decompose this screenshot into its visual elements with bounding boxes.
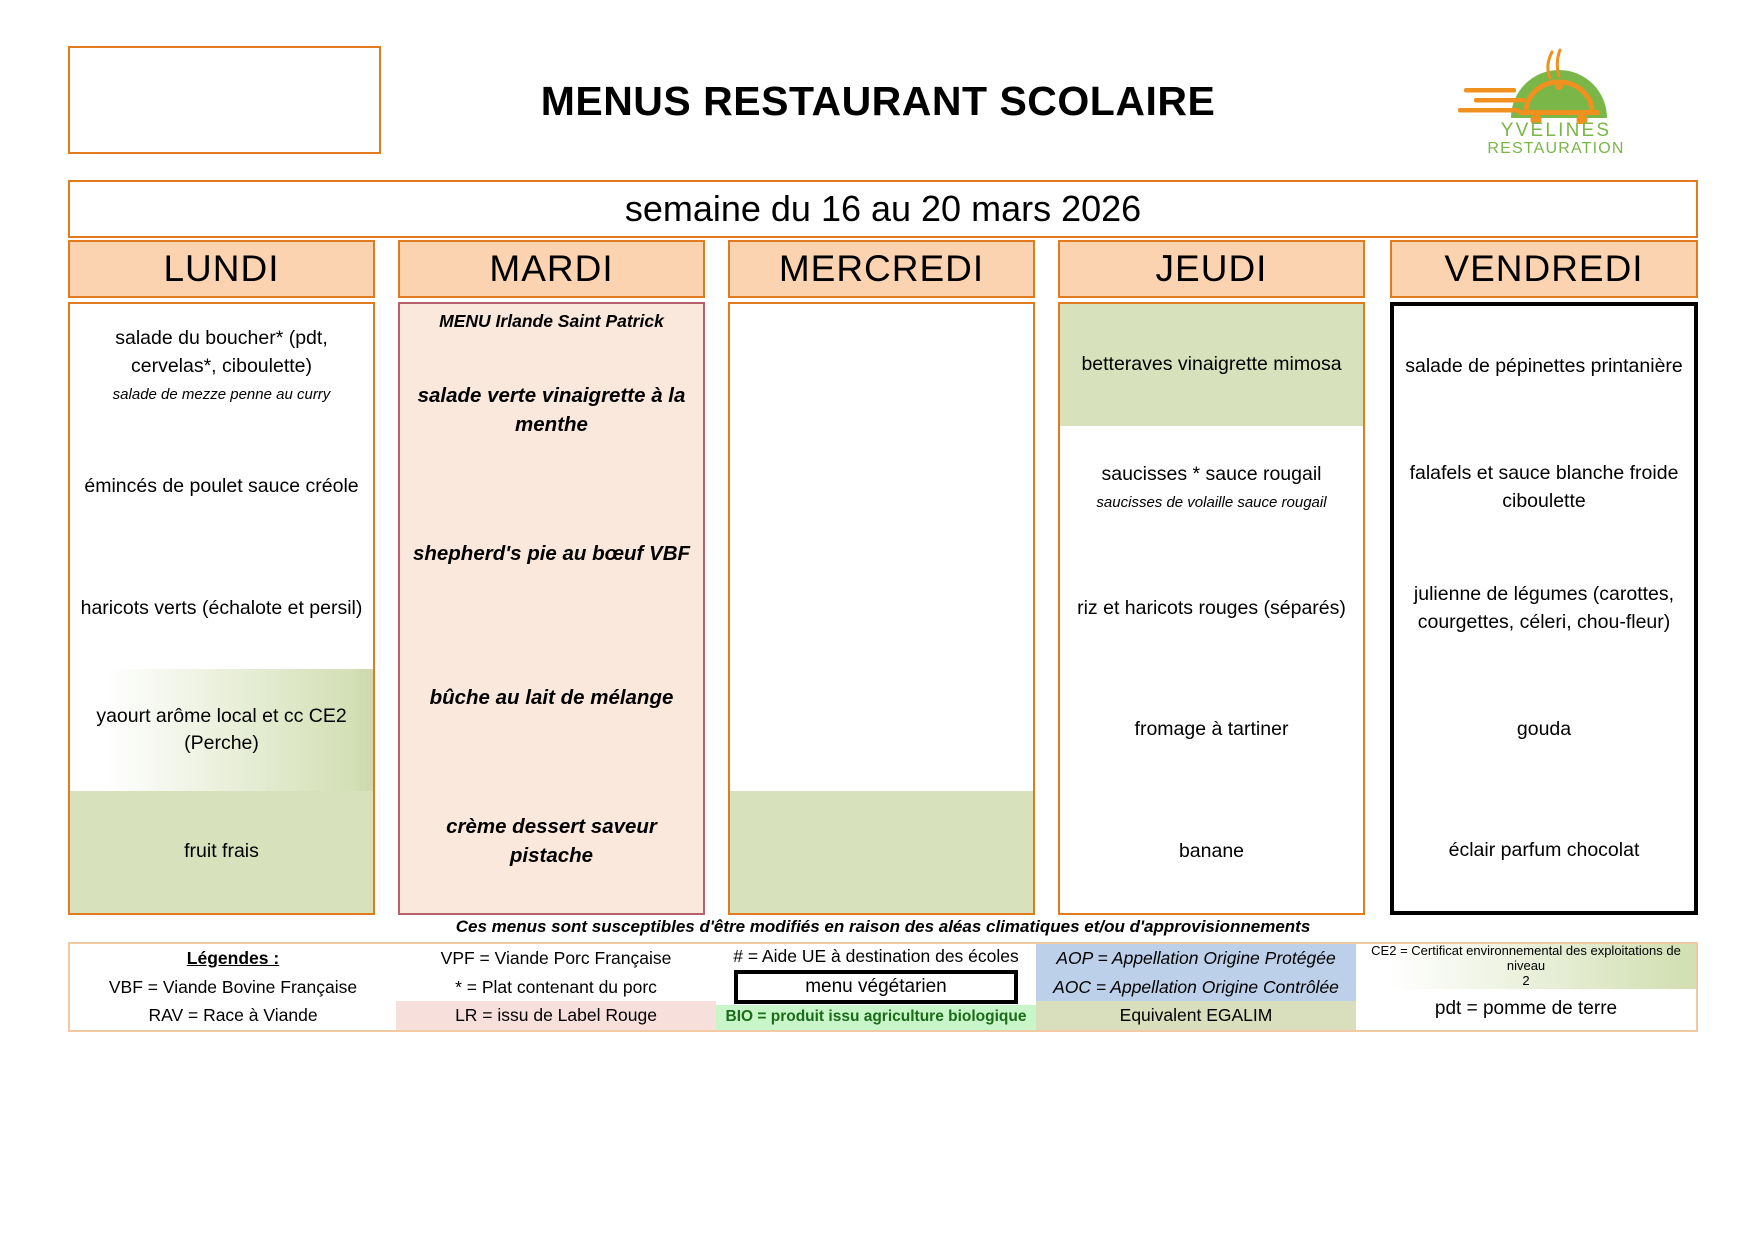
menu-item-text: salade du boucher* (pdt, cervelas*, ciboulette) (115, 327, 328, 378)
menu-slot: fruit frais (70, 791, 373, 913)
menu-slot (730, 669, 1033, 791)
day-column-mardi (398, 240, 705, 915)
menu-slot: gouda (1394, 669, 1694, 790)
legend-item-ce2-line2: 2 (1522, 972, 1530, 988)
menu-slot: bûche au lait de mélange (400, 626, 703, 770)
legend-item-vpf: VPF = Viande Porc Française (440, 947, 672, 968)
legend-item-porc: * = Plat contenant du porc (455, 976, 657, 997)
day-body-vendredi (1390, 302, 1698, 915)
legend-column-2 (396, 944, 716, 1030)
cloche-dome-icon (1456, 48, 1656, 124)
legend-item-aoc: AOC = Appellation Origine Contrôlée (1036, 973, 1356, 1002)
day-body-lundi (68, 302, 375, 915)
menu-slot: salade verte vinaigrette à la menthe (400, 338, 703, 482)
legend-item-egalim: Equivalent EGALIM (1036, 1001, 1356, 1030)
legend-heading-text: Légendes : (186, 947, 280, 968)
menu-slot: yaourt arôme local et cc CE2 (Perche) (70, 669, 373, 791)
day-body-mercredi (728, 302, 1035, 915)
menu-disclaimer: Ces menus sont susceptibles d'être modifiés en raison des aléas climatiques et/ou d'approvisionnements (455, 917, 1311, 936)
legend-column-3 (716, 944, 1036, 1030)
menu-slot (70, 304, 373, 426)
day-column-mercredi (728, 240, 1035, 915)
menu-slot: émincés de poulet sauce créole (70, 426, 373, 548)
menu-slot: fromage à tartiner (1060, 669, 1363, 791)
yvelines-restauration-logo (1456, 48, 1656, 160)
brand-name: YVELINES (1500, 120, 1612, 141)
day-header-jeudi: JEUDI (1058, 240, 1365, 298)
menu-slot: crème dessert saveur pistache (400, 769, 703, 913)
legend-item-lr: LR = issu de Label Rouge (396, 1001, 716, 1030)
legend-column-5 (1356, 944, 1696, 1030)
day-header-mercredi: MERCREDI (728, 240, 1035, 298)
menu-slot (730, 304, 1033, 426)
menu-slot: banane (1060, 791, 1363, 913)
day-column-vendredi (1390, 240, 1698, 915)
menu-slot (730, 791, 1033, 913)
day-body-jeudi (1058, 302, 1365, 915)
menu-slot (730, 426, 1033, 548)
day-header-vendredi: VENDREDI (1390, 240, 1698, 298)
legend-column-1 (70, 944, 396, 1030)
menu-slot: betteraves vinaigrette mimosa (1060, 304, 1363, 426)
menu-slot: éclair parfum chocolat (1394, 790, 1694, 911)
menu-week-grid (68, 240, 1698, 915)
legend-item-vbf: VBF = Viande Bovine Française (108, 976, 358, 997)
legend-column-4 (1036, 944, 1356, 1030)
menu-slot (1060, 426, 1363, 548)
menu-slot: salade de pépinettes printanière (1394, 306, 1694, 427)
day-header-mardi: MARDI (398, 240, 705, 298)
legend-item-rav: RAV = Race à Viande (148, 1005, 318, 1026)
legend-item-ce2 (1356, 944, 1696, 989)
special-menu-note: MENU Irlande Saint Patrick (400, 304, 703, 338)
menu-slot: falafels et sauce blanche froide ciboulette (1394, 427, 1694, 548)
legend-item-menu-vegetarien: menu végétarien (734, 970, 1018, 1003)
legend-item-aide-ue: # = Aide UE à destination des écoles (733, 946, 1019, 967)
day-header-lundi: LUNDI (68, 240, 375, 298)
day-body-mardi (398, 302, 705, 915)
menu-slot: shepherd's pie au bœuf VBF (400, 482, 703, 626)
legend-heading (70, 944, 396, 973)
menu-slot: haricots verts (échalote et persil) (70, 548, 373, 670)
menu-item-alt-text: saucisses de volaille sauce rougail (1096, 493, 1327, 511)
menu-item-text: saucisses * sauce rougail (1101, 463, 1322, 486)
legend-item-pdt: pdt = pomme de terre (1434, 998, 1618, 1020)
day-column-lundi (68, 240, 375, 915)
menu-slot: julienne de légumes (carottes, courgettes, céleri, chou-fleur) (1394, 548, 1694, 669)
legend-table (68, 942, 1698, 1032)
menu-slot (730, 548, 1033, 670)
legend-item-ce2-line1: CE2 = Certificat environnemental des exploitations de niveau (1371, 943, 1681, 973)
day-column-jeudi (1058, 240, 1365, 915)
menu-item-alt-text: salade de mezze penne au curry (112, 385, 331, 403)
document-header (68, 46, 1698, 158)
week-range-bar (68, 180, 1698, 238)
legend-item-aop: AOP = Appellation Origine Protégée (1036, 944, 1356, 973)
school-logo-placeholder-box (68, 46, 381, 154)
week-range-label: semaine du 16 au 20 mars 2026 (624, 188, 1142, 229)
menu-slot: riz et haricots rouges (séparés) (1060, 548, 1363, 670)
legend-item-bio: BIO = produit issu agriculture biologique (716, 1005, 1036, 1030)
brand-subtitle: RESTAURATION (1487, 140, 1625, 157)
page-title: MENUS RESTAURANT SCOLAIRE (540, 78, 1216, 124)
